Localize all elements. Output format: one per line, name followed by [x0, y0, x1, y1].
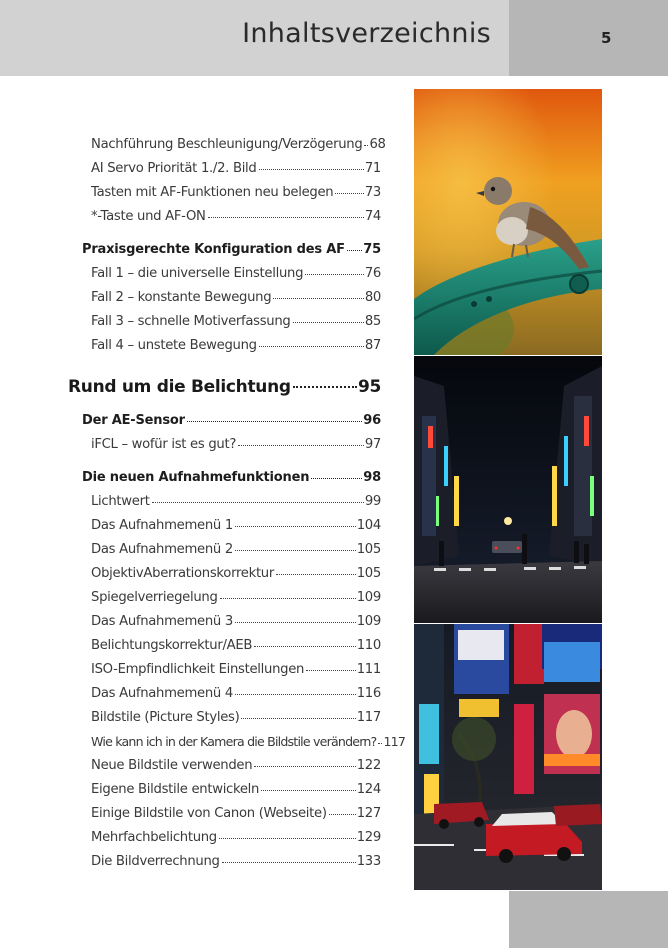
toc-entry-label: Der AE-Sensor — [82, 413, 185, 428]
toc-entry-page: 96 — [363, 413, 381, 428]
toc-entry — [91, 686, 381, 701]
toc-entry-label: Belichtungskorrektur/AEB — [91, 638, 253, 653]
toc-entry-page: 97 — [364, 437, 381, 452]
toc-entry-label: iFCL – wofür ist es gut? — [91, 437, 237, 452]
toc-entry — [91, 518, 381, 533]
sparrow-photo — [414, 89, 602, 355]
photo-column — [414, 89, 602, 890]
toc-entry-page: 105 — [356, 542, 381, 557]
toc-entry-label: ISO-Empfindlichkeit Einstellungen — [91, 662, 305, 677]
toc-leader-dots — [208, 217, 364, 218]
toc-leader-dots — [364, 145, 368, 146]
toc-entry-label: Nachführung Beschleunigung/Verzögerung — [91, 137, 363, 152]
toc-entry-page: 117 — [383, 734, 406, 749]
toc-entry-label: Neue Bildstile verwenden — [91, 758, 253, 773]
toc-entry-label: Bildstile (Picture Styles) — [91, 710, 240, 725]
toc-entry-page: 104 — [356, 518, 381, 533]
toc-entry — [91, 266, 381, 281]
toc-entry-page: 75 — [363, 242, 381, 257]
toc-entry-page: 76 — [364, 266, 381, 281]
toc-entry — [82, 242, 381, 257]
toc-entry — [91, 854, 381, 869]
toc-entry — [91, 734, 406, 749]
toc-entry — [91, 566, 381, 581]
toc-entry — [91, 590, 381, 605]
toc-entry-page: 73 — [364, 185, 381, 200]
toc-entry-label: Fall 2 – konstante Bewegung — [91, 290, 272, 305]
night-street-photo — [414, 356, 602, 623]
page-title: Inhaltsverzeichnis — [242, 18, 491, 49]
toc-entry — [82, 470, 381, 485]
toc-leader-dots — [254, 646, 356, 647]
toc-entry-page: 99 — [364, 494, 381, 509]
toc-leader-dots — [306, 670, 356, 671]
toc-entry-label: *-Taste und AF-ON — [91, 209, 206, 224]
toc-entry-label: Eigene Bildstile entwickeln — [91, 782, 260, 797]
toc-leader-dots — [305, 274, 364, 275]
toc-entry-page: 87 — [364, 338, 381, 353]
toc-entry — [91, 437, 381, 452]
toc-entry-page: 124 — [356, 782, 381, 797]
toc-entry-label: Fall 1 – die universelle Einstellung — [91, 266, 304, 281]
toc-leader-dots — [329, 814, 356, 815]
toc-entry-page: 133 — [356, 854, 381, 869]
toc-entry — [91, 338, 381, 353]
toc-leader-dots — [241, 718, 355, 719]
toc-leader-dots — [261, 790, 356, 791]
toc-entry-label: AI Servo Priorität 1./2. Bild — [91, 161, 257, 176]
toc-entry — [91, 185, 381, 200]
toc-entry — [91, 830, 381, 845]
toc-entry-page: 122 — [356, 758, 381, 773]
toc-entry-label: Spiegelverriegelung — [91, 590, 218, 605]
toc-entry-label: Das Aufnahmemenü 1 — [91, 518, 233, 533]
toc-entry-page: 109 — [356, 590, 381, 605]
toc-entry-page: 105 — [356, 566, 381, 581]
toc-entry — [91, 209, 381, 224]
toc-entry-page: 111 — [356, 662, 381, 677]
toc-entry-label: Wie kann ich in der Kamera die Bildstile verändern? — [91, 734, 377, 749]
toc-entry-page: 74 — [364, 209, 381, 224]
toc-entry-label: Die neuen Aufnahmefunktionen — [82, 470, 310, 485]
toc-leader-dots — [259, 169, 364, 170]
toc-entry-page: 68 — [369, 137, 386, 152]
toc-leader-dots — [235, 526, 356, 527]
page-number: 5 — [601, 29, 612, 47]
toc-entry-label: Das Aufnahmemenü 4 — [91, 686, 233, 701]
toc-entry — [91, 710, 381, 725]
toc-entry — [91, 290, 381, 305]
toc-entry-page: 98 — [363, 470, 381, 485]
toc-entry-page: 85 — [364, 314, 381, 329]
toc-leader-dots — [293, 386, 357, 388]
toc-entry — [91, 638, 381, 653]
toc-entry-label: Lichtwert — [91, 494, 150, 509]
toc-entry-label: Mehrfachbelichtung — [91, 830, 217, 845]
toc-entry-page: 129 — [356, 830, 381, 845]
toc-entry-page: 95 — [357, 377, 381, 397]
toc-entry-label: Die Bildverrechnung — [91, 854, 220, 869]
toc-leader-dots — [152, 502, 364, 503]
toc-entry — [68, 377, 381, 397]
toc-entry — [91, 758, 381, 773]
toc-entry-page: 109 — [356, 614, 381, 629]
toc-leader-dots — [378, 743, 382, 744]
toc-leader-dots — [276, 574, 356, 575]
toc-leader-dots — [293, 322, 364, 323]
toc-leader-dots — [273, 298, 364, 299]
toc-entry — [91, 542, 381, 557]
toc-leader-dots — [235, 622, 356, 623]
toc-leader-dots — [335, 193, 363, 194]
toc-leader-dots — [220, 598, 356, 599]
toc-entry-label: ObjektivAberrationskorrektur — [91, 566, 274, 581]
toc-entry-page: 80 — [364, 290, 381, 305]
toc-entry — [91, 314, 381, 329]
toc-leader-dots — [219, 838, 356, 839]
toc-leader-dots — [235, 694, 356, 695]
toc-leader-dots — [187, 421, 363, 422]
header-bar — [0, 0, 509, 76]
toc-leader-dots — [222, 862, 356, 863]
toc-leader-dots — [347, 250, 363, 251]
toc-entry — [91, 614, 381, 629]
toc-leader-dots — [259, 346, 364, 347]
toc-entry — [91, 494, 381, 509]
toc-entry-label: Tasten mit AF-Funktionen neu belegen — [91, 185, 334, 200]
toc-entry-page: 116 — [356, 686, 381, 701]
toc-entry — [91, 782, 381, 797]
toc-entry — [91, 662, 381, 677]
toc-entry-label: Praxisgerechte Konfiguration des AF — [82, 242, 345, 257]
toc-entry-label: Das Aufnahmemenü 3 — [91, 614, 233, 629]
neon-taxi-photo — [414, 624, 602, 890]
toc-entry — [82, 413, 381, 428]
toc-entry-page: 110 — [356, 638, 381, 653]
toc-entry — [91, 137, 386, 152]
toc-leader-dots — [235, 550, 356, 551]
toc-entry-page: 127 — [356, 806, 381, 821]
toc-entry-label: Fall 3 – schnelle Motiverfassung — [91, 314, 291, 329]
toc-entry-page: 117 — [356, 710, 381, 725]
toc-entry-label: Rund um die Belichtung — [68, 377, 291, 397]
toc-entry-label: Fall 4 – unstete Bewegung — [91, 338, 257, 353]
toc-entry — [91, 161, 381, 176]
toc-entry-label: Einige Bildstile von Canon (Webseite) — [91, 806, 327, 821]
toc-leader-dots — [238, 445, 364, 446]
toc-entry — [91, 806, 381, 821]
toc-entry-page: 71 — [364, 161, 381, 176]
toc-entry-label: Das Aufnahmemenü 2 — [91, 542, 233, 557]
toc-leader-dots — [311, 478, 362, 479]
toc-leader-dots — [254, 766, 355, 767]
